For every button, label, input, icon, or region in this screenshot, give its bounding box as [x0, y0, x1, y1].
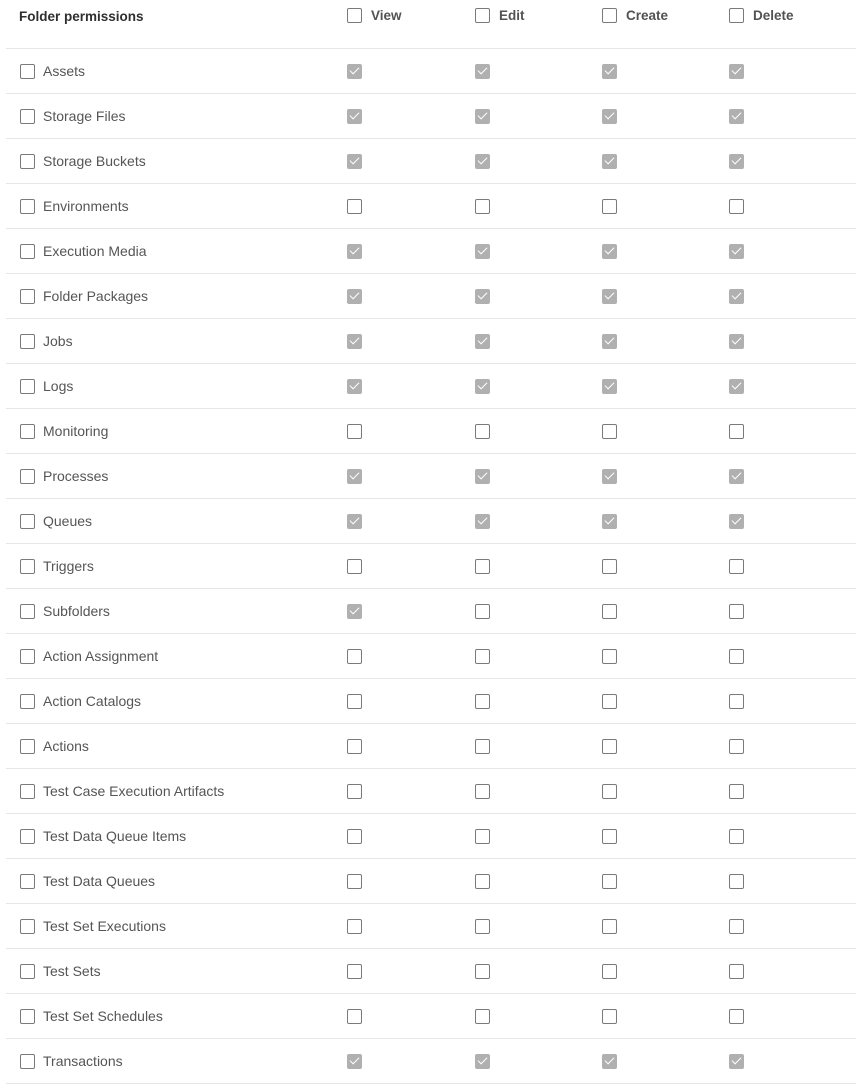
- row-label: Storage Buckets: [43, 153, 146, 169]
- row-label-group: [20, 63, 85, 79]
- column-label-view: View: [371, 8, 402, 23]
- delete-cell: [729, 424, 744, 439]
- column-label-edit: Edit: [499, 8, 525, 23]
- create-permission-checkbox[interactable]: [602, 154, 617, 169]
- view-cell: [347, 784, 362, 799]
- create-permission-checkbox[interactable]: [602, 874, 617, 889]
- edit-permission-checkbox[interactable]: [475, 964, 490, 979]
- row-select-checkbox[interactable]: [20, 694, 35, 709]
- table-row: [6, 184, 856, 229]
- delete-permission-checkbox[interactable]: [729, 964, 744, 979]
- view-permission-checkbox[interactable]: [347, 784, 362, 799]
- delete-cell: [729, 964, 744, 979]
- edit-cell: [475, 199, 490, 214]
- create-cell: [602, 244, 617, 259]
- delete-permission-checkbox[interactable]: [729, 604, 744, 619]
- column-label-delete: Delete: [753, 8, 794, 23]
- delete-permission-checkbox[interactable]: [729, 199, 744, 214]
- edit-permission-checkbox[interactable]: [475, 919, 490, 934]
- row-label-group: [20, 873, 155, 889]
- delete-cell: [729, 874, 744, 889]
- edit-cell: [475, 559, 490, 574]
- view-permission-checkbox[interactable]: [347, 334, 362, 349]
- delete-permission-checkbox[interactable]: [729, 919, 744, 934]
- create-permission-checkbox[interactable]: [602, 334, 617, 349]
- view-permission-checkbox[interactable]: [347, 739, 362, 754]
- edit-cell: [475, 154, 490, 169]
- delete-cell: [729, 559, 744, 574]
- create-cell: [602, 154, 617, 169]
- create-cell: [602, 919, 617, 934]
- row-select-checkbox[interactable]: [20, 109, 35, 124]
- row-select-checkbox[interactable]: [20, 199, 35, 214]
- table-row: [6, 859, 856, 904]
- column-header-delete: [729, 8, 794, 23]
- row-label: Folder Packages: [43, 288, 149, 304]
- row-label-group: [20, 243, 147, 259]
- table-row: [6, 409, 856, 454]
- delete-permission-checkbox[interactable]: [729, 1054, 744, 1069]
- create-permission-checkbox[interactable]: [602, 244, 617, 259]
- view-permission-checkbox[interactable]: [347, 469, 362, 484]
- delete-permission-checkbox[interactable]: [729, 649, 744, 664]
- view-cell: [347, 829, 362, 844]
- delete-permission-checkbox[interactable]: [729, 1009, 744, 1024]
- row-label: Test Case Execution Artifacts: [43, 783, 225, 799]
- edit-permission-checkbox[interactable]: [475, 1009, 490, 1024]
- row-label-group: [20, 468, 108, 484]
- row-label-group: [20, 153, 146, 169]
- edit-permission-checkbox[interactable]: [475, 199, 490, 214]
- table-row: [6, 769, 856, 814]
- create-permission-checkbox[interactable]: [602, 964, 617, 979]
- edit-permission-checkbox[interactable]: [475, 469, 490, 484]
- delete-cell: [729, 379, 744, 394]
- table-row: [6, 679, 856, 724]
- row-label-group: [20, 513, 92, 529]
- create-permission-checkbox[interactable]: [602, 829, 617, 844]
- column-header-edit: [475, 8, 525, 23]
- create-cell: [602, 379, 617, 394]
- create-permission-checkbox[interactable]: [602, 649, 617, 664]
- create-cell: [602, 514, 617, 529]
- create-permission-checkbox[interactable]: [602, 109, 617, 124]
- table-row: [6, 589, 856, 634]
- delete-cell: [729, 244, 744, 259]
- delete-permission-checkbox[interactable]: [729, 64, 744, 79]
- create-permission-checkbox[interactable]: [602, 199, 617, 214]
- view-permission-checkbox[interactable]: [347, 694, 362, 709]
- row-label: Transactions: [43, 1053, 123, 1069]
- edit-permission-checkbox[interactable]: [475, 424, 490, 439]
- edit-cell: [475, 829, 490, 844]
- view-cell: [347, 964, 362, 979]
- column-header-create: [602, 8, 668, 23]
- row-label-group: [20, 333, 73, 349]
- row-select-checkbox[interactable]: [20, 1009, 35, 1024]
- table-header: [6, 0, 856, 49]
- table-row: [6, 1039, 856, 1084]
- view-permission-checkbox[interactable]: [347, 109, 362, 124]
- delete-cell: [729, 739, 744, 754]
- edit-cell: [475, 604, 490, 619]
- delete-permission-checkbox[interactable]: [729, 469, 744, 484]
- create-cell: [602, 739, 617, 754]
- create-permission-checkbox[interactable]: [602, 784, 617, 799]
- row-label-group: [20, 918, 166, 934]
- view-cell: [347, 1054, 362, 1069]
- row-select-checkbox[interactable]: [20, 244, 35, 259]
- edit-cell: [475, 514, 490, 529]
- table-row: [6, 274, 856, 319]
- edit-cell: [475, 694, 490, 709]
- delete-permission-checkbox[interactable]: [729, 514, 744, 529]
- delete-cell: [729, 469, 744, 484]
- view-cell: [347, 694, 362, 709]
- view-permission-checkbox[interactable]: [347, 1054, 362, 1069]
- table-row: [6, 634, 856, 679]
- edit-permission-checkbox[interactable]: [475, 604, 490, 619]
- select-all-view-checkbox[interactable]: [347, 8, 362, 23]
- create-cell: [602, 334, 617, 349]
- permission-rows: [6, 49, 856, 1084]
- edit-cell: [475, 244, 490, 259]
- row-select-checkbox[interactable]: [20, 154, 35, 169]
- row-select-checkbox[interactable]: [20, 514, 35, 529]
- view-permission-checkbox[interactable]: [347, 289, 362, 304]
- edit-cell: [475, 964, 490, 979]
- create-cell: [602, 649, 617, 664]
- row-label-group: [20, 288, 148, 304]
- row-label: Test Set Schedules: [43, 1008, 163, 1024]
- table-row: [6, 94, 856, 139]
- row-label-group: [20, 558, 94, 574]
- table-row: [6, 499, 856, 544]
- view-permission-checkbox[interactable]: [347, 514, 362, 529]
- row-label: Execution Media: [43, 243, 147, 259]
- row-select-checkbox[interactable]: [20, 424, 35, 439]
- create-permission-checkbox[interactable]: [602, 379, 617, 394]
- create-permission-checkbox[interactable]: [602, 514, 617, 529]
- delete-cell: [729, 829, 744, 844]
- row-select-checkbox[interactable]: [20, 334, 35, 349]
- view-permission-checkbox[interactable]: [347, 874, 362, 889]
- create-cell: [602, 784, 617, 799]
- delete-permission-checkbox[interactable]: [729, 334, 744, 349]
- delete-permission-checkbox[interactable]: [729, 424, 744, 439]
- table-row: [6, 454, 856, 499]
- row-select-checkbox[interactable]: [20, 64, 35, 79]
- view-cell: [347, 1009, 362, 1024]
- create-cell: [602, 559, 617, 574]
- row-label-group: [20, 108, 125, 124]
- create-permission-checkbox[interactable]: [602, 694, 617, 709]
- delete-cell: [729, 154, 744, 169]
- delete-permission-checkbox[interactable]: [729, 109, 744, 124]
- row-label: Test Sets: [43, 963, 101, 979]
- view-cell: [347, 469, 362, 484]
- view-cell: [347, 739, 362, 754]
- delete-permission-checkbox[interactable]: [729, 244, 744, 259]
- view-permission-checkbox[interactable]: [347, 829, 362, 844]
- row-select-checkbox[interactable]: [20, 829, 35, 844]
- delete-cell: [729, 109, 744, 124]
- create-permission-checkbox[interactable]: [602, 424, 617, 439]
- edit-cell: [475, 919, 490, 934]
- row-select-checkbox[interactable]: [20, 649, 35, 664]
- delete-cell: [729, 514, 744, 529]
- edit-cell: [475, 874, 490, 889]
- edit-cell: [475, 424, 490, 439]
- create-cell: [602, 199, 617, 214]
- table-row: [6, 994, 856, 1039]
- edit-cell: [475, 64, 490, 79]
- edit-cell: [475, 379, 490, 394]
- create-cell: [602, 1009, 617, 1024]
- create-permission-checkbox[interactable]: [602, 604, 617, 619]
- row-label: Queues: [43, 513, 93, 529]
- column-label-create: Create: [626, 8, 669, 23]
- view-permission-checkbox[interactable]: [347, 649, 362, 664]
- delete-cell: [729, 289, 744, 304]
- view-cell: [347, 199, 362, 214]
- row-label-group: [20, 693, 141, 709]
- row-select-checkbox[interactable]: [20, 289, 35, 304]
- edit-permission-checkbox[interactable]: [475, 1054, 490, 1069]
- row-label: Storage Files: [43, 108, 126, 124]
- row-label: Assets: [43, 63, 86, 79]
- row-select-checkbox[interactable]: [20, 874, 35, 889]
- create-cell: [602, 694, 617, 709]
- view-cell: [347, 244, 362, 259]
- row-label: Test Set Executions: [43, 918, 166, 934]
- create-permission-checkbox[interactable]: [602, 919, 617, 934]
- view-cell: [347, 649, 362, 664]
- create-permission-checkbox[interactable]: [602, 559, 617, 574]
- table-row: [6, 949, 856, 994]
- row-label: Logs: [43, 378, 74, 394]
- row-label: Action Catalogs: [43, 693, 142, 709]
- edit-cell: [475, 1009, 490, 1024]
- row-label-group: [20, 378, 73, 394]
- view-cell: [347, 64, 362, 79]
- row-label: Test Data Queue Items: [43, 828, 187, 844]
- create-cell: [602, 109, 617, 124]
- table-row: [6, 229, 856, 274]
- row-select-checkbox[interactable]: [20, 739, 35, 754]
- row-select-checkbox[interactable]: [20, 919, 35, 934]
- view-cell: [347, 289, 362, 304]
- edit-permission-checkbox[interactable]: [475, 64, 490, 79]
- edit-cell: [475, 649, 490, 664]
- delete-permission-checkbox[interactable]: [729, 829, 744, 844]
- edit-permission-checkbox[interactable]: [475, 244, 490, 259]
- page-title: Folder permissions: [19, 9, 144, 24]
- delete-permission-checkbox[interactable]: [729, 694, 744, 709]
- view-cell: [347, 919, 362, 934]
- table-row: [6, 724, 856, 769]
- row-label: Processes: [43, 468, 109, 484]
- edit-permission-checkbox[interactable]: [475, 154, 490, 169]
- row-label: Triggers: [43, 558, 94, 574]
- row-select-checkbox[interactable]: [20, 1054, 35, 1069]
- table-row: [6, 904, 856, 949]
- delete-cell: [729, 604, 744, 619]
- edit-cell: [475, 784, 490, 799]
- view-cell: [347, 874, 362, 889]
- create-permission-checkbox[interactable]: [602, 1009, 617, 1024]
- row-select-checkbox[interactable]: [20, 469, 35, 484]
- delete-cell: [729, 1009, 744, 1024]
- delete-cell: [729, 64, 744, 79]
- view-permission-checkbox[interactable]: [347, 1009, 362, 1024]
- view-permission-checkbox[interactable]: [347, 379, 362, 394]
- edit-cell: [475, 289, 490, 304]
- edit-permission-checkbox[interactable]: [475, 739, 490, 754]
- row-label: Test Data Queues: [43, 873, 156, 889]
- delete-cell: [729, 334, 744, 349]
- row-label-group: [20, 963, 101, 979]
- create-cell: [602, 964, 617, 979]
- create-cell: [602, 424, 617, 439]
- row-label-group: [20, 648, 158, 664]
- create-permission-checkbox[interactable]: [602, 469, 617, 484]
- edit-permission-checkbox[interactable]: [475, 514, 490, 529]
- view-cell: [347, 424, 362, 439]
- delete-cell: [729, 919, 744, 934]
- row-label-group: [20, 738, 89, 754]
- row-select-checkbox[interactable]: [20, 784, 35, 799]
- row-select-checkbox[interactable]: [20, 964, 35, 979]
- view-cell: [347, 559, 362, 574]
- row-label-group: [20, 828, 186, 844]
- delete-cell: [729, 694, 744, 709]
- table-row: [6, 139, 856, 184]
- view-cell: [347, 334, 362, 349]
- view-cell: [347, 109, 362, 124]
- row-label-group: [20, 1008, 163, 1024]
- row-select-checkbox[interactable]: [20, 559, 35, 574]
- create-permission-checkbox[interactable]: [602, 64, 617, 79]
- edit-permission-checkbox[interactable]: [475, 334, 490, 349]
- column-header-view: [347, 8, 402, 23]
- row-select-checkbox[interactable]: [20, 379, 35, 394]
- view-cell: [347, 154, 362, 169]
- delete-permission-checkbox[interactable]: [729, 559, 744, 574]
- row-label-group: [20, 423, 108, 439]
- view-cell: [347, 514, 362, 529]
- row-label-group: [20, 603, 110, 619]
- edit-permission-checkbox[interactable]: [475, 379, 490, 394]
- edit-permission-checkbox[interactable]: [475, 289, 490, 304]
- create-cell: [602, 874, 617, 889]
- delete-permission-checkbox[interactable]: [729, 874, 744, 889]
- row-select-checkbox[interactable]: [20, 604, 35, 619]
- select-all-create-checkbox[interactable]: [602, 8, 617, 23]
- row-label-group: [20, 783, 224, 799]
- delete-permission-checkbox[interactable]: [729, 784, 744, 799]
- edit-cell: [475, 739, 490, 754]
- create-cell: [602, 469, 617, 484]
- table-row: [6, 49, 856, 94]
- edit-permission-checkbox[interactable]: [475, 649, 490, 664]
- edit-permission-checkbox[interactable]: [475, 559, 490, 574]
- row-label: Action Assignment: [43, 648, 159, 664]
- select-all-delete-checkbox[interactable]: [729, 8, 744, 23]
- view-cell: [347, 379, 362, 394]
- table-row: [6, 814, 856, 859]
- view-permission-checkbox[interactable]: [347, 244, 362, 259]
- edit-cell: [475, 334, 490, 349]
- edit-cell: [475, 109, 490, 124]
- edit-permission-checkbox[interactable]: [475, 829, 490, 844]
- view-permission-checkbox[interactable]: [347, 199, 362, 214]
- row-label-group: [20, 1053, 123, 1069]
- edit-cell: [475, 1054, 490, 1069]
- select-all-edit-checkbox[interactable]: [475, 8, 490, 23]
- row-label: Jobs: [43, 333, 73, 349]
- create-permission-checkbox[interactable]: [602, 739, 617, 754]
- edit-permission-checkbox[interactable]: [475, 784, 490, 799]
- view-permission-checkbox[interactable]: [347, 64, 362, 79]
- create-cell: [602, 604, 617, 619]
- delete-cell: [729, 1054, 744, 1069]
- row-label-group: [20, 198, 129, 214]
- row-label: Subfolders: [43, 603, 110, 619]
- create-cell: [602, 289, 617, 304]
- view-cell: [347, 604, 362, 619]
- view-permission-checkbox[interactable]: [347, 604, 362, 619]
- view-permission-checkbox[interactable]: [347, 919, 362, 934]
- folder-permissions-table: [6, 0, 856, 1084]
- row-label: Actions: [43, 738, 89, 754]
- edit-permission-checkbox[interactable]: [475, 694, 490, 709]
- delete-permission-checkbox[interactable]: [729, 379, 744, 394]
- delete-cell: [729, 649, 744, 664]
- create-cell: [602, 829, 617, 844]
- table-row: [6, 364, 856, 409]
- delete-cell: [729, 784, 744, 799]
- delete-permission-checkbox[interactable]: [729, 289, 744, 304]
- delete-cell: [729, 199, 744, 214]
- view-permission-checkbox[interactable]: [347, 424, 362, 439]
- row-label: Environments: [43, 198, 129, 214]
- view-permission-checkbox[interactable]: [347, 154, 362, 169]
- create-permission-checkbox[interactable]: [602, 1054, 617, 1069]
- view-permission-checkbox[interactable]: [347, 559, 362, 574]
- edit-permission-checkbox[interactable]: [475, 109, 490, 124]
- create-permission-checkbox[interactable]: [602, 289, 617, 304]
- edit-permission-checkbox[interactable]: [475, 874, 490, 889]
- table-row: [6, 544, 856, 589]
- delete-permission-checkbox[interactable]: [729, 154, 744, 169]
- view-permission-checkbox[interactable]: [347, 964, 362, 979]
- table-row: [6, 319, 856, 364]
- delete-permission-checkbox[interactable]: [729, 739, 744, 754]
- create-cell: [602, 64, 617, 79]
- edit-cell: [475, 469, 490, 484]
- row-label: Monitoring: [43, 423, 109, 439]
- create-cell: [602, 1054, 617, 1069]
